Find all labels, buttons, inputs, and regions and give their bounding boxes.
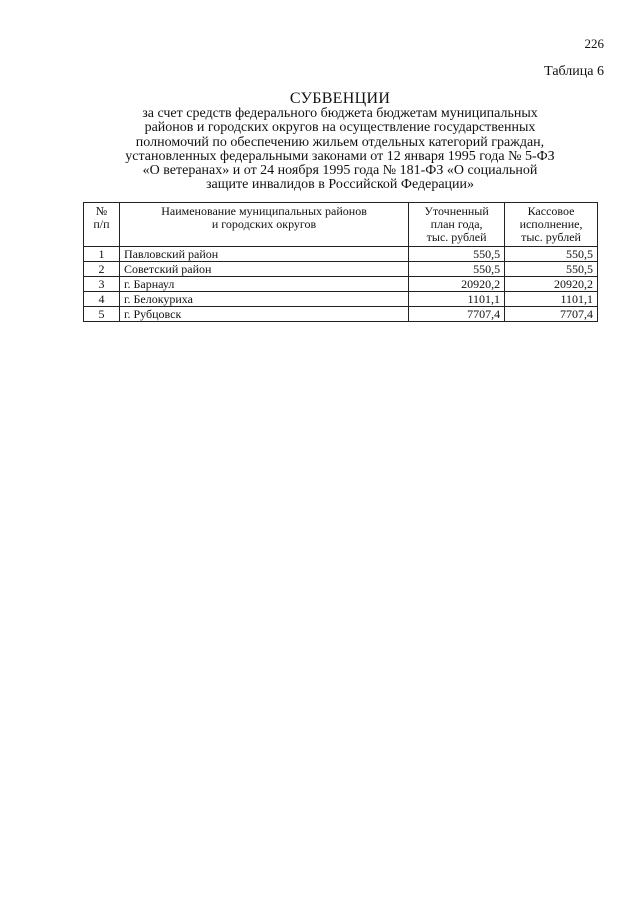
row-execution: 7707,4: [505, 307, 598, 322]
row-plan: 550,5: [409, 262, 505, 277]
subtitle-line: за счет средств федерального бюджета бюджетам муниципальных: [142, 106, 538, 121]
page-number: 226: [584, 36, 604, 51]
table-row: [84, 247, 598, 262]
row-execution: 550,5: [505, 247, 598, 262]
header-number: № п/п: [84, 203, 120, 247]
header-name: Наименование муниципальных районов и городских округов: [119, 203, 408, 247]
row-number: 4: [84, 292, 120, 307]
table-row: [84, 277, 598, 292]
document-title: СУБВЕНЦИИ: [289, 90, 391, 107]
row-execution: 1101,1: [505, 292, 598, 307]
table-row: [84, 292, 598, 307]
subtitle-line: полномочий по обеспечению жильем отдельных категорий граждан,: [135, 134, 545, 150]
row-name: г. Рубцовск: [119, 307, 408, 322]
table-row: [84, 262, 598, 277]
row-name: г. Барнаул: [119, 277, 408, 292]
document-subtitle: [80, 107, 600, 193]
row-number: 2: [84, 262, 120, 277]
row-number: 5: [84, 307, 120, 322]
table-header-row: [84, 203, 598, 247]
header-execution: Кассовое исполнение, тыс. рублей: [505, 203, 598, 247]
subtitle-line: районов и городских округов на осуществление государственных: [144, 120, 536, 136]
row-plan: 1101,1: [409, 292, 505, 307]
table-row: [84, 307, 598, 322]
row-number: 1: [84, 247, 120, 262]
subtitle-line: «О ветеранах» и от 24 ноября 1995 года № 181-ФЗ «О социальной: [142, 163, 538, 179]
row-plan: 20920,2: [409, 277, 505, 292]
subventions-table: [83, 202, 598, 322]
row-execution: 550,5: [505, 262, 598, 277]
row-execution: 20920,2: [505, 277, 598, 292]
row-name: г. Белокуриха: [119, 292, 408, 307]
row-plan: 550,5: [409, 247, 505, 262]
row-number: 3: [84, 277, 120, 292]
subtitle-line: установленных федеральными законами от 12 января 1995 года № 5-ФЗ: [125, 148, 555, 164]
header-plan: Уточненный план года, тыс. рублей: [409, 203, 505, 247]
row-name: Советский район: [119, 262, 408, 277]
row-plan: 7707,4: [409, 307, 505, 322]
row-name: Павловский район: [119, 247, 408, 262]
table-label: Таблица 6: [544, 64, 604, 79]
document-heading: [80, 90, 600, 193]
subtitle-line: защите инвалидов в Российской Федерации»: [205, 177, 475, 193]
